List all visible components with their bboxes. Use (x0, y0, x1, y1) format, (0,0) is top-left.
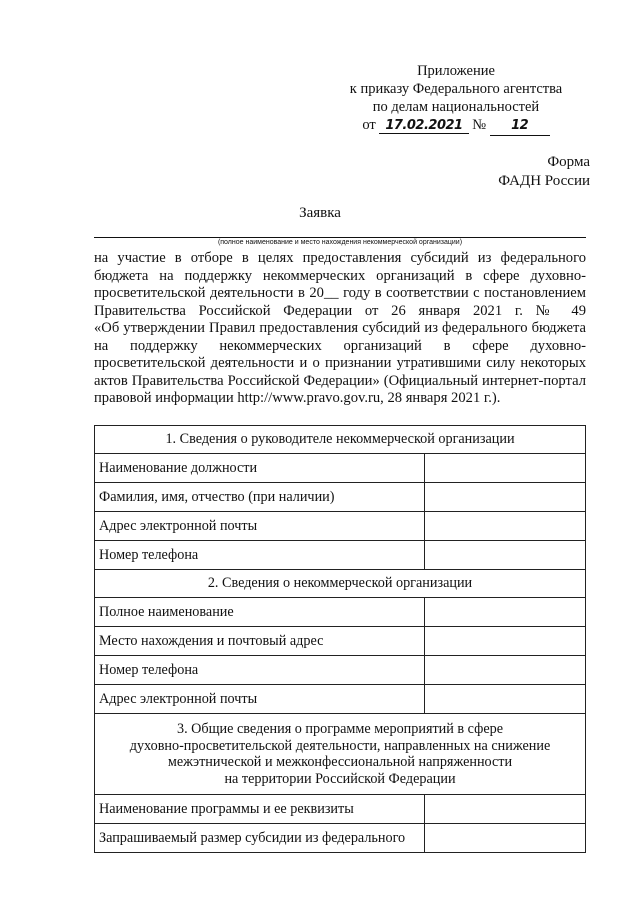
field-label: Номер телефона (95, 656, 425, 685)
handwritten-date: 17.02.2021 (379, 118, 468, 134)
field-label: Адрес электронной почты (95, 685, 425, 714)
field-label: Адрес электронной почты (95, 512, 425, 541)
field-value-cell[interactable] (425, 824, 586, 853)
field-label: Запрашиваемый размер субсидии из федерального (95, 824, 425, 853)
table-row (95, 541, 586, 570)
application-form-table (94, 425, 586, 853)
appendix-agency: по делам национальностей (372, 99, 540, 115)
section-3-title-line: межэтнической и межконфессиональной напряженности (167, 754, 513, 770)
field-label: Фамилия, имя, отчество (при наличии) (95, 483, 425, 512)
field-value-cell[interactable] (425, 598, 586, 627)
field-value-cell[interactable] (425, 795, 586, 824)
appendix-order-ref: к приказу Федерального агентства (349, 81, 563, 97)
field-value-cell[interactable] (425, 656, 586, 685)
appendix-header (326, 62, 586, 136)
table-row (95, 598, 586, 627)
number-prefix: № (472, 117, 487, 133)
org-name-blank-line (94, 237, 586, 238)
field-label: Наименование должности (95, 454, 425, 483)
section-header-row (95, 426, 586, 454)
table-row (95, 685, 586, 714)
field-value-cell[interactable] (425, 685, 586, 714)
table-row (95, 483, 586, 512)
table-row (95, 656, 586, 685)
form-label (498, 153, 590, 191)
field-label: Место нахождения и почтовый адрес (95, 627, 425, 656)
org-name-caption: (полное наименование и место нахождения некоммерческой организации) (217, 239, 463, 246)
section-2-title: 2. Сведения о некоммерческой организации (95, 570, 586, 598)
date-prefix: от (362, 117, 376, 133)
paragraph-line: бюджета на поддержку некоммерческих организаций в сфере духовно- (94, 267, 586, 284)
table-row (95, 824, 586, 853)
field-value-cell[interactable] (425, 541, 586, 570)
paragraph-line: актов Правительства Российской Федерации» (Официальный интернет-портал (94, 372, 586, 389)
section-3-title-line: духовно-просветительской деятельности, направленных на снижение (129, 737, 551, 754)
order-date-line (326, 116, 586, 136)
paragraph-line: на участие в отборе в целях предоставления субсидий из федерального (94, 250, 586, 266)
section-3-title (95, 714, 586, 795)
paragraph-line: просветительской деятельности и о признании утратившими силу некоторых (94, 355, 586, 371)
paragraph-line: просветительской деятельности в 20__ году в соответствии с постановлением (94, 285, 586, 301)
table-row (95, 454, 586, 483)
section-1-title: 1. Сведения о руководителе некоммерческой организации (95, 426, 586, 454)
paragraph-line: «Об утверждении Правил предоставления субсидий из федерального бюджета (94, 320, 586, 336)
table-row (95, 795, 586, 824)
table-row (95, 627, 586, 656)
section-header-row (95, 714, 586, 795)
field-value-cell[interactable] (425, 512, 586, 541)
paragraph-last-line: правовой информации http://www.pravo.gov.ru, 28 января 2021 г.). (94, 390, 501, 406)
handwritten-number: 12 (490, 117, 550, 136)
field-value-cell[interactable] (425, 483, 586, 512)
document-title: Заявка (299, 205, 341, 221)
section-3-title-line: 3. Общие сведения о программе мероприятий в сфере (176, 721, 504, 737)
field-value-cell[interactable] (425, 627, 586, 656)
table-row (95, 512, 586, 541)
section-header-row (95, 570, 586, 598)
field-label: Номер телефона (95, 541, 425, 570)
appendix-title: Приложение (417, 63, 495, 79)
field-label: Полное наименование (95, 598, 425, 627)
paragraph-line: Правительства Российской Федерации от 26 января 2021 г. № 49 (94, 302, 586, 319)
form-label-agency: ФАДН России (498, 173, 590, 189)
paragraph-line: на поддержку некоммерческих организаций в сфере духовно- (94, 337, 586, 354)
section-3-title-line: на территории Российской Федерации (224, 770, 456, 787)
application-paragraph (94, 250, 586, 408)
form-label-word: Форма (547, 154, 590, 170)
field-value-cell[interactable] (425, 454, 586, 483)
field-label: Наименование программы и ее реквизиты (95, 795, 425, 824)
